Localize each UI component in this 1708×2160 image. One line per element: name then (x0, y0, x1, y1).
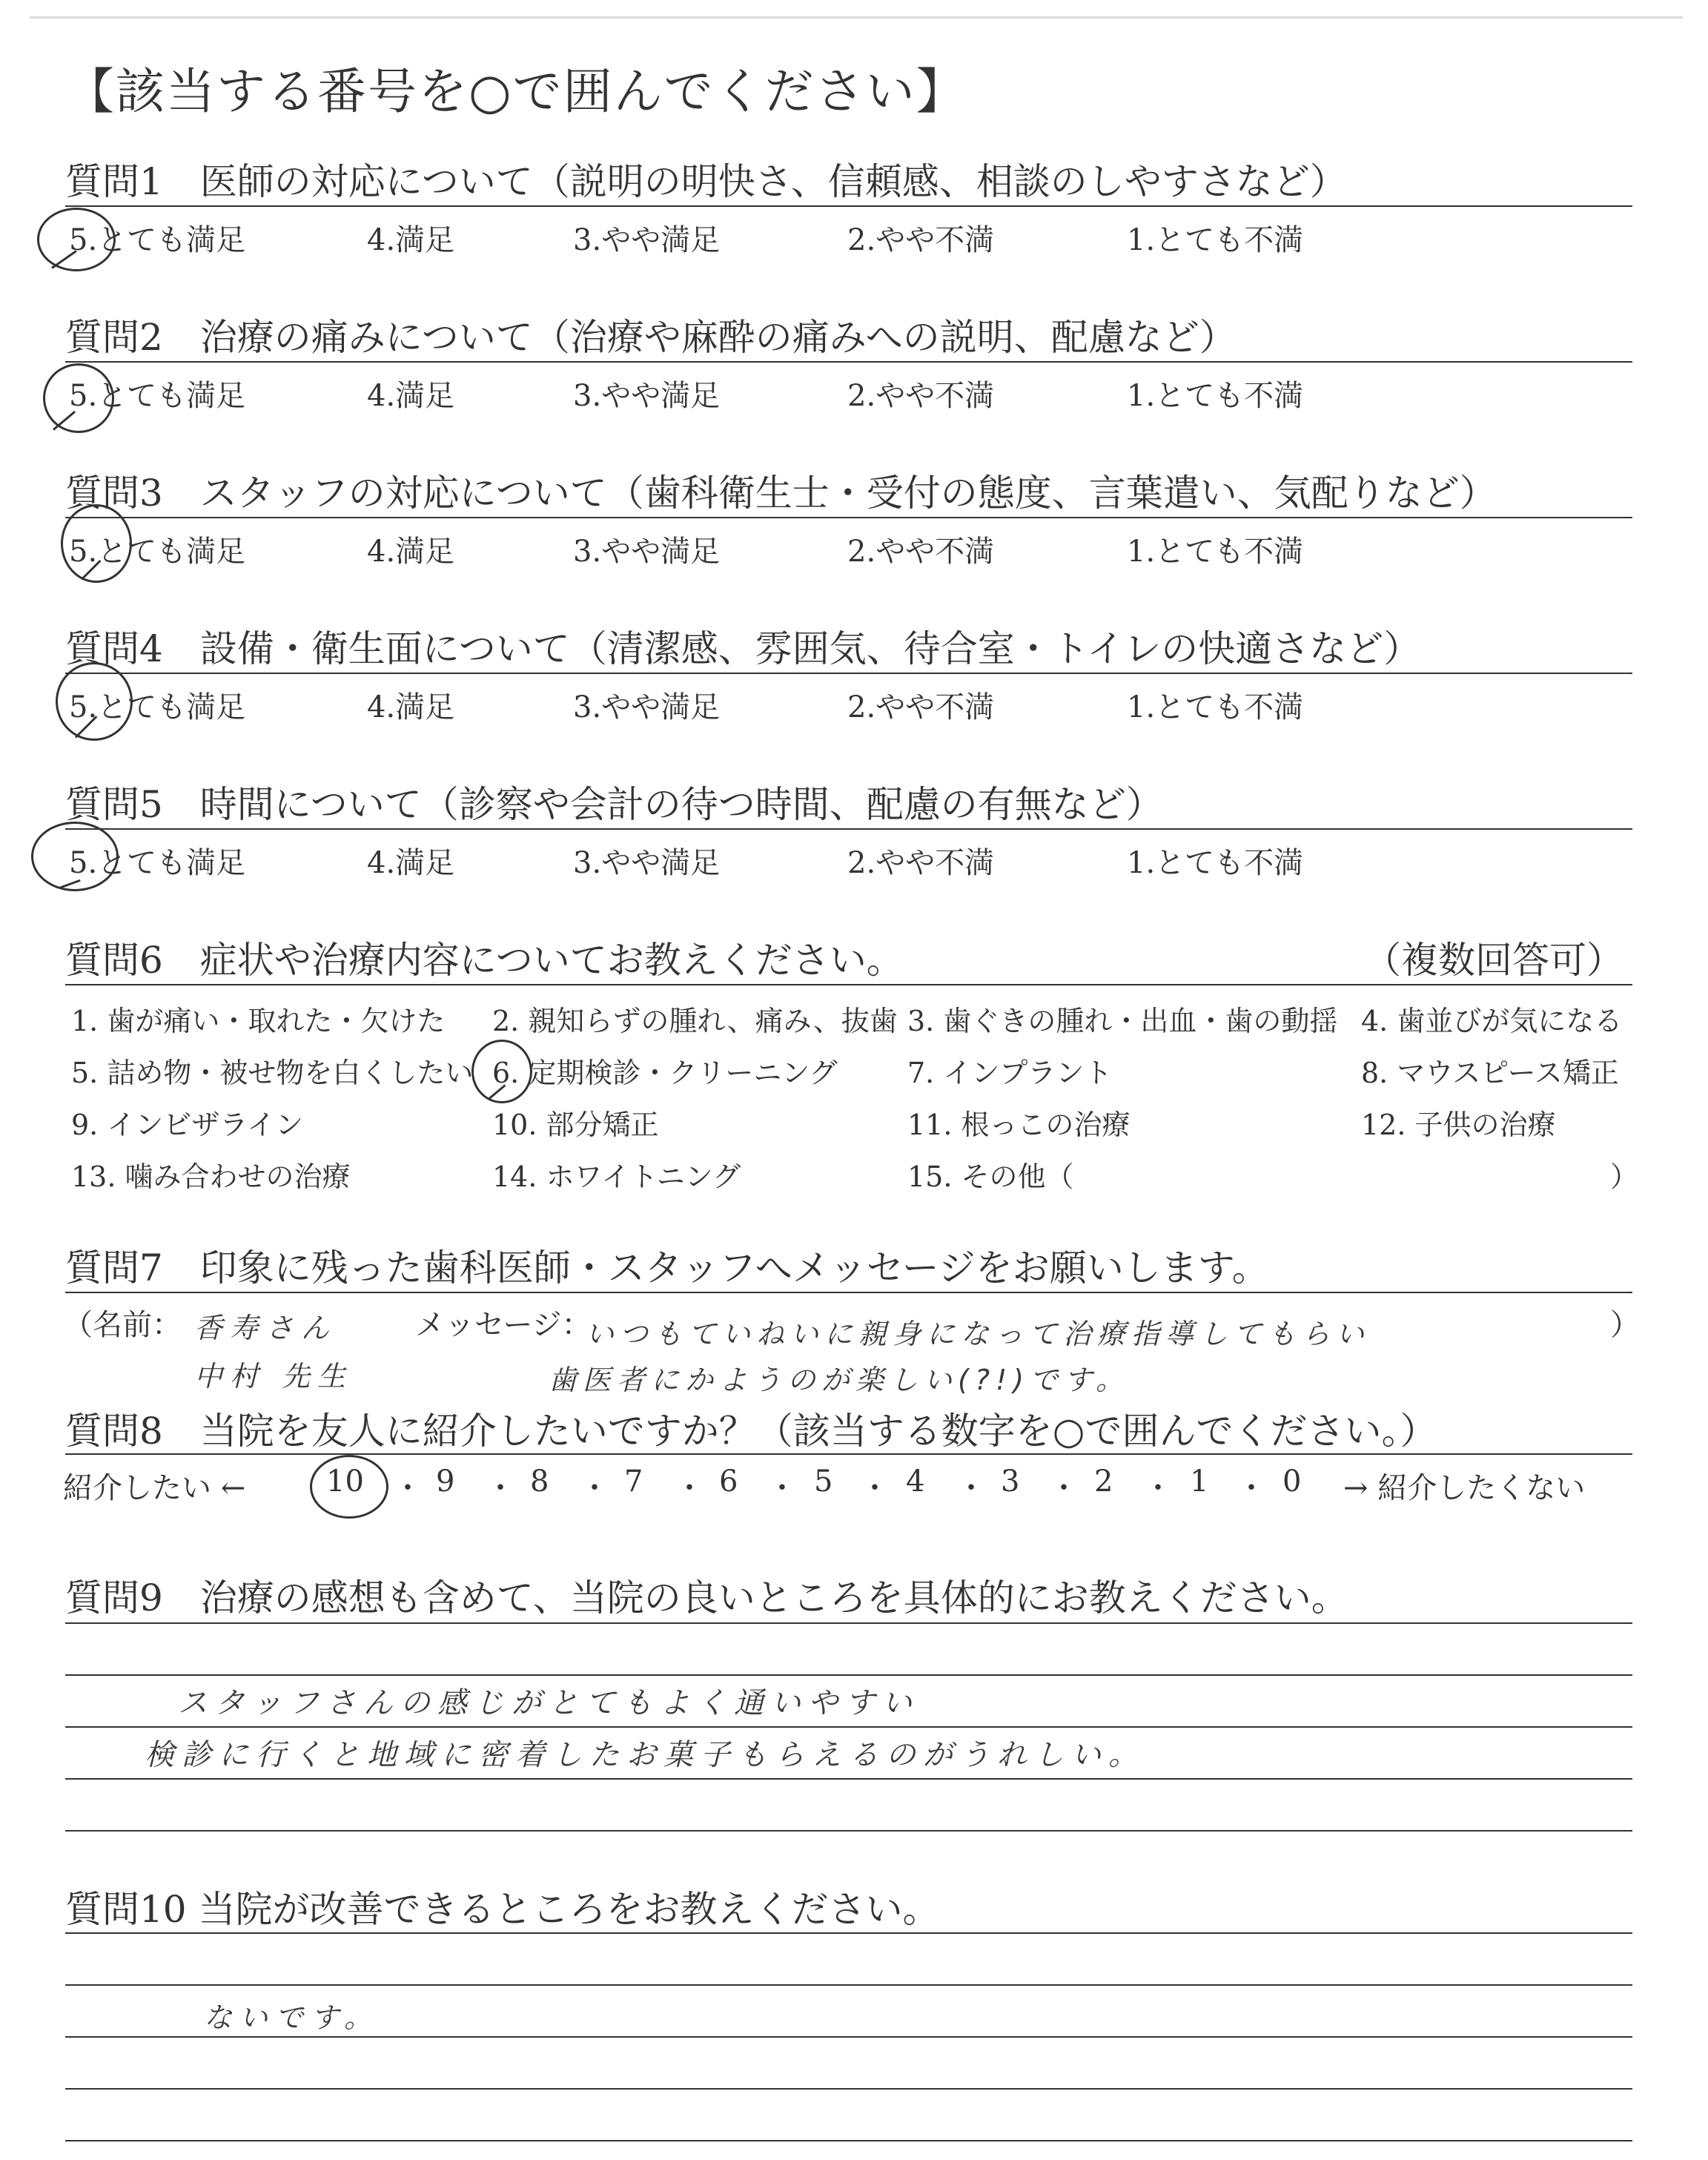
option-very-satisfied[interactable]: 5.とても満足 (69, 535, 246, 569)
scale-value[interactable]: 5 (814, 1464, 833, 1499)
symptom-option[interactable]: 15. その他（ (907, 1160, 1074, 1193)
option-somewhat-dissatisfied[interactable]: 2.やや不満 (847, 223, 995, 257)
symptom-option[interactable]: 3. 歯ぐきの腫れ・出血・歯の動揺 (907, 1005, 1338, 1037)
option-satisfied[interactable]: 4.満足 (367, 690, 455, 724)
scale-value[interactable]: 1 (1190, 1464, 1209, 1499)
symptom-option[interactable]: 14. ホワイトニング (492, 1160, 741, 1193)
question-7-rule (65, 1292, 1632, 1293)
multiple-answers-note: （複数回答可） (1364, 939, 1623, 982)
option-satisfied[interactable]: 4.満足 (367, 379, 455, 413)
symptom-option[interactable]: 4. 歯並びが気になる (1361, 1005, 1623, 1037)
question-5-rule (65, 828, 1632, 830)
option-very-satisfied[interactable]: 5.とても満足 (69, 223, 246, 257)
option-somewhat-dissatisfied[interactable]: 2.やや不満 (847, 690, 995, 724)
scale-separator: ・ (486, 1471, 515, 1505)
option-somewhat-satisfied[interactable]: 3.やや満足 (573, 223, 721, 257)
question-4-title: 質問4 設備・衛生面について（清潔感、雰囲気、待合室・トイレの快適さなど） (65, 627, 1421, 670)
scale-value[interactable]: 7 (624, 1464, 643, 1499)
answer-line (65, 1984, 1632, 1986)
symptom-option[interactable]: 10. 部分矯正 (492, 1109, 659, 1141)
answer-circle-mark (310, 1455, 388, 1519)
question-6-title: 質問6 症状や治療内容についてお教えください。 (65, 939, 904, 982)
question-2-title: 質問2 治療の痛みについて（治療や麻酔の痛みへの説明、配慮など） (65, 316, 1237, 359)
answer-line (65, 2036, 1632, 2038)
scale-right-label: → 紹介したくない (1343, 1471, 1586, 1505)
question-1-rule (65, 205, 1632, 207)
handwritten-doctor-name: 中村 先生 (194, 1360, 354, 1393)
answer-line (65, 1778, 1632, 1780)
option-very-satisfied[interactable]: 5.とても満足 (69, 846, 246, 880)
answer-circle-mark (37, 208, 116, 271)
answer-line (65, 1830, 1632, 1832)
scale-separator: ・ (675, 1471, 704, 1505)
question-8-title: 質問8 当院を友人に紹介したいですか？（該当する数字を○で囲んでください。） (65, 1410, 1437, 1453)
question-5-title: 質問5 時間について（診察や会計の待つ時間、配慮の有無など） (65, 783, 1163, 826)
option-very-dissatisfied[interactable]: 1.とても不満 (1127, 379, 1304, 413)
scale-value[interactable]: 6 (719, 1464, 738, 1499)
question-7-title: 質問7 印象に残った歯科医師・スタッフへメッセージをお願いします。 (65, 1246, 1269, 1289)
answer-line (65, 2088, 1632, 2090)
symptom-option[interactable]: 7. インプラント (907, 1057, 1113, 1089)
symptom-option[interactable]: 12. 子供の治療 (1361, 1109, 1556, 1141)
question-1-title: 質問1 医師の対応について（説明の明快さ、信頼感、相談のしやすさなど） (65, 160, 1347, 203)
page-heading: 【該当する番号を○で囲んでください】 (65, 63, 967, 120)
symptom-option[interactable]: 11. 根っこの治療 (907, 1109, 1131, 1141)
symptom-option[interactable]: 6. 定期検診・クリーニング (492, 1057, 838, 1089)
scale-left-label: 紹介したい ← (63, 1471, 246, 1505)
option-very-dissatisfied[interactable]: 1.とても不満 (1127, 690, 1304, 724)
symptom-option[interactable]: 1. 歯が痛い・取れた・欠けた (71, 1005, 446, 1037)
symptom-option[interactable]: 13. 噛み合わせの治療 (71, 1160, 351, 1193)
option-very-dissatisfied[interactable]: 1.とても不満 (1127, 535, 1304, 569)
scale-separator: ・ (1049, 1471, 1079, 1505)
scale-separator: ・ (1237, 1471, 1266, 1505)
option-somewhat-satisfied[interactable]: 3.やや満足 (573, 846, 721, 880)
option-very-dissatisfied[interactable]: 1.とても不満 (1127, 223, 1304, 257)
answer-circle-mark (471, 1040, 532, 1103)
scale-value[interactable]: 3 (1001, 1464, 1020, 1499)
scale-value[interactable]: 0 (1282, 1464, 1302, 1499)
handwritten-message-line-2: 歯医者にかようのが楽しい(?!)です。 (549, 1364, 1131, 1396)
answer-line (65, 1932, 1632, 1934)
answer-line (65, 1726, 1632, 1728)
top-edge-line (30, 16, 1683, 19)
question-8-rule (65, 1453, 1632, 1455)
other-close-paren: ） (1610, 1160, 1639, 1193)
symptom-option[interactable]: 5. 詰め物・被せ物を白くしたい (71, 1057, 474, 1089)
scale-separator: ・ (1143, 1471, 1173, 1505)
answer-line (65, 1622, 1632, 1624)
message-label: メッセージ： (415, 1308, 592, 1342)
scale-value[interactable]: 8 (530, 1464, 549, 1499)
answer-circle-mark (43, 363, 114, 433)
question-10-title: 質問10 当院が改善できるところをお教えください。 (65, 1888, 940, 1931)
option-very-satisfied[interactable]: 5.とても満足 (69, 690, 246, 724)
symptom-option[interactable]: 8. マウスピース矯正 (1361, 1057, 1619, 1089)
symptom-option[interactable]: 2. 親知らずの腫れ、痛み、抜歯 (492, 1005, 898, 1037)
answer-circle-mark (61, 504, 132, 583)
scale-value[interactable]: 9 (436, 1464, 455, 1499)
option-somewhat-dissatisfied[interactable]: 2.やや不満 (847, 379, 995, 413)
scale-separator: ・ (860, 1471, 890, 1505)
answer-line (65, 2140, 1632, 2141)
symptom-option[interactable]: 9. インビザライン (71, 1109, 304, 1141)
answer-line (65, 1674, 1632, 1676)
scale-value[interactable]: 4 (906, 1464, 925, 1499)
option-very-dissatisfied[interactable]: 1.とても不満 (1127, 846, 1304, 880)
scale-value[interactable]: 10 (326, 1464, 364, 1499)
option-somewhat-satisfied[interactable]: 3.やや満足 (573, 690, 721, 724)
option-satisfied[interactable]: 4.満足 (367, 223, 455, 257)
handwritten-message-line-1: いつもていねいに親身になって治療指導してもらい (586, 1318, 1371, 1350)
answer-circle-mark (56, 662, 133, 741)
handwritten-good-points-line-1: スタッフさんの感じがとてもよく通いやすい (178, 1686, 919, 1720)
scale-separator: ・ (956, 1471, 986, 1505)
option-somewhat-satisfied[interactable]: 3.やや満足 (573, 379, 721, 413)
option-somewhat-satisfied[interactable]: 3.やや満足 (573, 535, 721, 569)
handwritten-staff-name: 香寿さん (194, 1312, 337, 1344)
question-9-title: 質問9 治療の感想も含めて、当院の良いところを具体的にお教えください。 (65, 1576, 1348, 1619)
handwritten-good-points-line-2: 検診に行くと地域に密着したお菓子もらえるのがうれしい。 (145, 1738, 1145, 1772)
option-very-satisfied[interactable]: 5.とても満足 (69, 379, 246, 413)
question-6-rule (65, 984, 1632, 985)
question-3-rule (65, 517, 1632, 518)
option-satisfied[interactable]: 4.満足 (367, 535, 455, 569)
name-label: （名前： (63, 1308, 182, 1342)
option-somewhat-dissatisfied[interactable]: 2.やや不満 (847, 846, 995, 880)
option-somewhat-dissatisfied[interactable]: 2.やや不満 (847, 535, 995, 569)
option-satisfied[interactable]: 4.満足 (367, 846, 455, 880)
scale-separator: ・ (393, 1471, 423, 1505)
question-3-title: 質問3 スタッフの対応について（歯科衛生士・受付の態度、言葉遣い、気配りなど） (65, 472, 1497, 515)
message-close-paren: ） (1610, 1308, 1640, 1342)
handwritten-improvement-answer: ないです。 (204, 2001, 380, 2034)
scale-separator: ・ (767, 1471, 797, 1505)
scale-value[interactable]: 2 (1094, 1464, 1113, 1499)
question-2-rule (65, 361, 1632, 363)
question-4-rule (65, 673, 1632, 674)
scale-separator: ・ (580, 1471, 609, 1505)
